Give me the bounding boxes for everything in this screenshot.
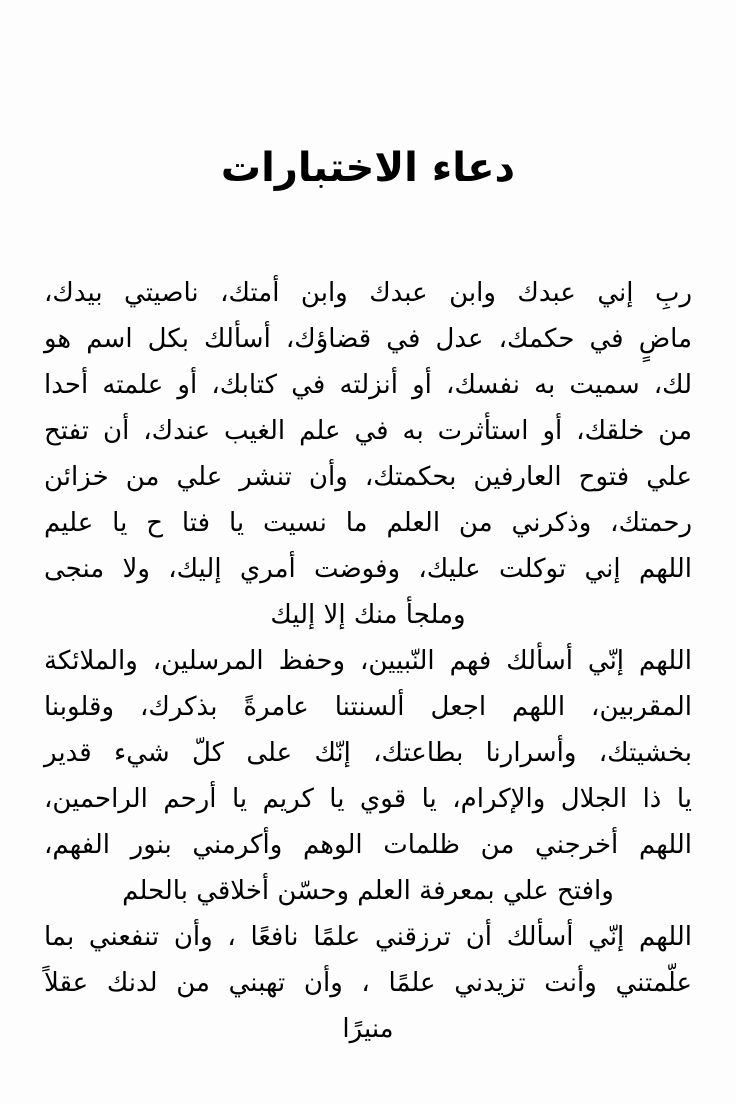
text-line: اللهم إنّي أسألك فهم النّبيين، وحفظ المرسلين، والملائكة (44, 646, 692, 676)
text-line: ربِ إني عبدك وابن عبدك وابن أمتك، ناصيتي بيدك، (44, 278, 692, 308)
text-line: منيرًا (342, 1014, 394, 1044)
text-line: المقربين، اللهم اجعل ألسنتنا عامرةً بذكرك، وقلوبنا (44, 692, 692, 722)
text-line: يا ذا الجلال والإكرام، يا قوي يا كريم يا أرحم الراحمين، (44, 784, 692, 814)
text-line: اللهم أخرجني من ظلمات الوهم وأكرمني بنور الفهم، (44, 830, 692, 860)
text-line: اللهم إنّي أسألك أن ترزقني علمًا نافعًا ، وأن تنفعني بما (44, 922, 692, 952)
text-line: وافتح علي بمعرفة العلم وحسّن أخلاقي بالحلم (122, 876, 614, 906)
prayer-text (44, 270, 692, 1052)
text-line: من خلقك، أو استأثرت به في علم الغيب عندك، أن تفتح (44, 416, 692, 446)
text-line: ماضٍ في حكمك، عدل في قضاؤك، أسألك بكل اسم هو (44, 324, 692, 354)
page-title: دعاء الاختبارات (220, 145, 516, 191)
text-line: اللهم إني توكلت عليك، وفوضت أمري إليك، ولا منجى (44, 554, 692, 584)
text-line: لك، سميت به نفسك، أو أنزلته في كتابك، أو علمته أحدا (44, 370, 692, 400)
text-line: علي فتوح العارفين بحكمتك، وأن تنشر علي من خزائن (44, 462, 692, 492)
text-line: علّمتني وأنت تزيدني علمًا ، وأن تهبني من لدنك عقلاً (44, 968, 692, 998)
text-line: رحمتك، وذكرني من العلم ما نسيت يا فتا ح يا عليم (44, 508, 692, 538)
text-line: بخشيتك، وأسرارنا بطاعتك، إنّك على كلّ شيء قدير (44, 738, 692, 768)
text-line: وملجأ منك إلا إليك (270, 600, 466, 630)
